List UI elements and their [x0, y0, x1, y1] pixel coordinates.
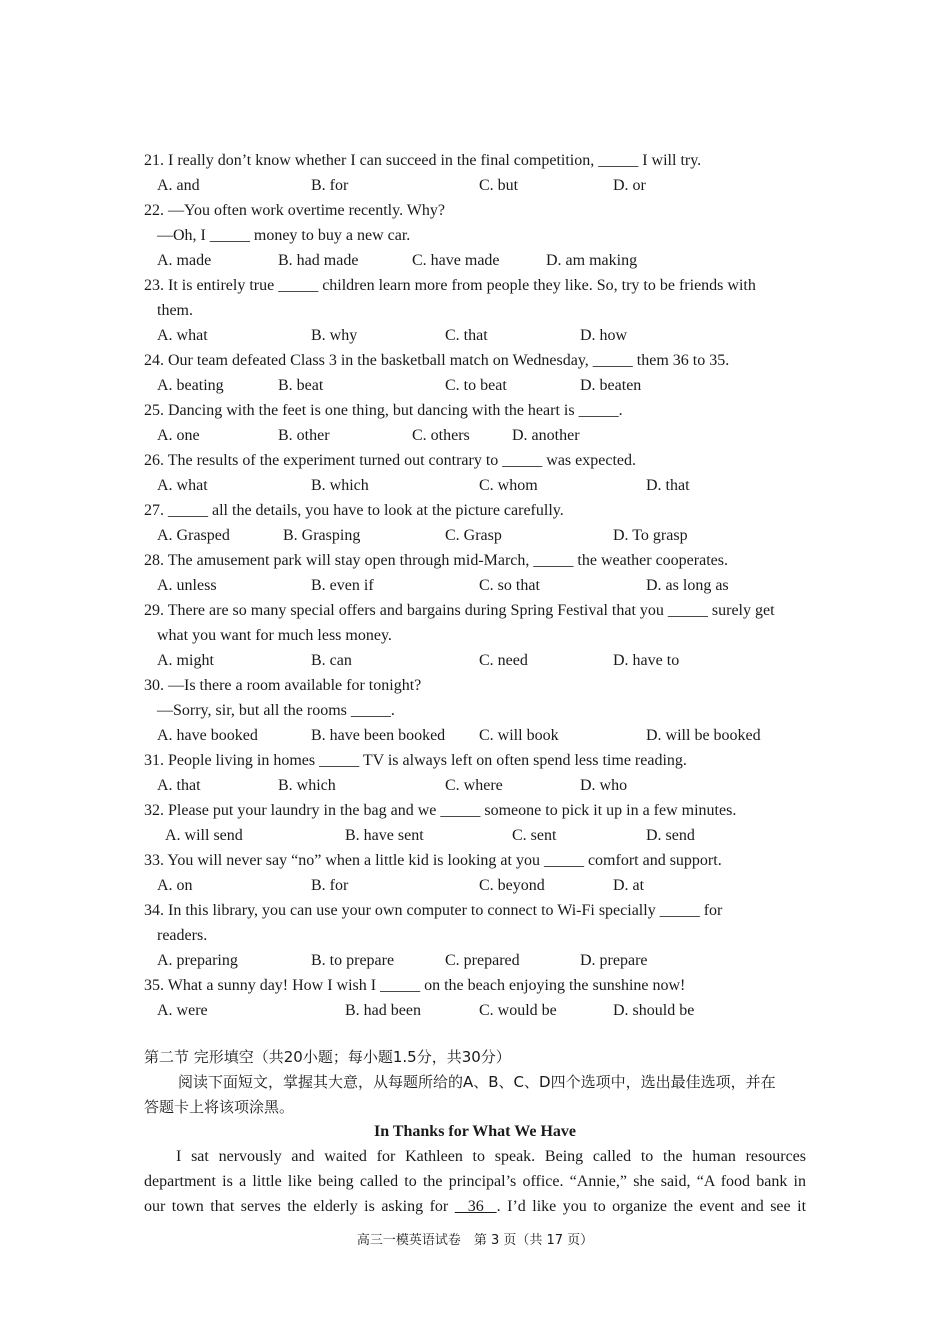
- question-stem: 27. _____ all the details, you have to look at the picture carefully.: [144, 502, 564, 519]
- answer-option: D. To grasp: [613, 527, 688, 544]
- answer-option: A. Grasped: [157, 527, 230, 544]
- question-stem: 24. Our team defeated Class 3 in the basketball match on Wednesday, _____ them 36 to 35.: [144, 352, 730, 369]
- answer-option: A. that: [157, 777, 201, 794]
- answer-option: B. which: [278, 777, 336, 794]
- cloze-blank: 36: [454, 1198, 497, 1215]
- answer-option: C. whom: [479, 477, 538, 494]
- answer-option: B. which: [311, 477, 369, 494]
- answer-option: A. preparing: [157, 952, 238, 969]
- question-stem: 31. People living in homes _____ TV is always left on often spend less time reading.: [144, 752, 687, 769]
- answer-option: B. beat: [278, 377, 324, 394]
- answer-option: A. and: [157, 177, 200, 194]
- answer-option: C. would be: [479, 1002, 557, 1019]
- answer-option: B. have sent: [345, 827, 424, 844]
- answer-option: D. who: [580, 777, 628, 794]
- question-stem: 28. The amusement park will stay open through mid-March, _____ the weather cooperates.: [144, 552, 728, 569]
- answer-option: A. one: [157, 427, 200, 444]
- answer-option: C. others: [412, 427, 470, 444]
- answer-option: A. beating: [157, 377, 224, 394]
- answer-option: A. unless: [157, 577, 217, 594]
- answer-option: C. so that: [479, 577, 540, 594]
- instruction-text: 答题卡上将该项涂黑。: [144, 1098, 295, 1116]
- answer-option: D. or: [613, 177, 646, 194]
- question-stem: 26. The results of the experiment turned out contrary to _____ was expected.: [144, 452, 637, 469]
- question-stem: 23. It is entirely true _____ children learn more from people they like. So, try to be friends with: [144, 277, 756, 294]
- answer-option: B. why: [311, 327, 358, 344]
- answer-option: C. will book: [479, 727, 559, 744]
- answer-option: D. that: [646, 477, 690, 494]
- question-stem: 35. What a sunny day! How I wish I _____ on the beach enjoying the sunshine now!: [144, 977, 686, 994]
- question-stem: 30. —Is there a room available for tonight?: [144, 677, 422, 694]
- answer-option: B. have been booked: [311, 727, 446, 744]
- question-stem: 22. —You often work overtime recently. Why?: [144, 202, 445, 219]
- passage-line: I sat nervously and waited for Kathleen to speak. Being called to the human resources: [176, 1148, 806, 1165]
- question-stem-continued: —Oh, I _____ money to buy a new car.: [157, 227, 411, 244]
- answer-option: A. what: [157, 327, 208, 344]
- passage-title: In Thanks for What We Have: [374, 1123, 576, 1140]
- answer-option: D. at: [613, 877, 645, 894]
- answer-option: D. beaten: [580, 377, 642, 394]
- answer-option: A. might: [157, 652, 214, 669]
- answer-option: A. on: [157, 877, 193, 894]
- answer-option: B. had made: [278, 252, 359, 269]
- passage-line: department is a little like being called to the principal’s office. “Annie,” she said, “A food bank in: [144, 1173, 806, 1190]
- answer-option: D. another: [512, 427, 580, 444]
- question-stem-continued: —Sorry, sir, but all the rooms _____.: [157, 702, 395, 719]
- answer-option: D. am making: [546, 252, 638, 269]
- answer-option: C. Grasp: [445, 527, 502, 544]
- question-stem-continued: them.: [157, 302, 193, 319]
- instruction-text: 阅读下面短文，掌握其大意，从每题所给的A、B、C、D四个选项中，选出最佳选项，并在: [178, 1073, 776, 1091]
- answer-option: B. to prepare: [311, 952, 395, 969]
- answer-option: B. even if: [311, 577, 374, 594]
- question-stem-continued: readers.: [157, 927, 208, 944]
- question-stem: 29. There are so many special offers and bargains during Spring Festival that you _____ surely get: [144, 602, 775, 619]
- question-stem: 32. Please put your laundry in the bag and we _____ someone to pick it up in a few minutes.: [144, 802, 737, 819]
- question-stem: 33. You will never say “no” when a little kid is looking at you _____ comfort and support.: [144, 852, 722, 869]
- answer-option: A. were: [157, 1002, 208, 1019]
- answer-option: C. but: [479, 177, 519, 194]
- question-stem-continued: what you want for much less money.: [157, 627, 392, 644]
- answer-option: D. as long as: [646, 577, 729, 594]
- answer-option: B. can: [311, 652, 352, 669]
- answer-option: C. need: [479, 652, 528, 669]
- question-stem: 25. Dancing with the feet is one thing, but dancing with the heart is _____.: [144, 402, 623, 419]
- answer-option: D. have to: [613, 652, 680, 669]
- answer-option: B. for: [311, 177, 349, 194]
- passage-line: our town that serves the elderly is asking for 36 . I’d like you to organize the event and see it: [144, 1198, 807, 1215]
- answer-option: D. prepare: [580, 952, 648, 969]
- answer-option: A. have booked: [157, 727, 258, 744]
- answer-option: A. will send: [165, 827, 243, 844]
- answer-option: B. had been: [345, 1002, 421, 1019]
- answer-option: B. for: [311, 877, 349, 894]
- answer-option: C. to beat: [445, 377, 507, 394]
- answer-option: C. prepared: [445, 952, 520, 969]
- answer-option: B. other: [278, 427, 330, 444]
- page-footer: 高三一模英语试卷 第 3 页（共 17 页）: [356, 1233, 594, 1248]
- question-stem: 21. I really don’t know whether I can succeed in the final competition, _____ I will try.: [144, 152, 702, 169]
- answer-option: D. send: [646, 827, 695, 844]
- section-heading: 第二节 完形填空（共20小题；每小题1.5分，共30分）: [144, 1048, 511, 1066]
- answer-option: C. that: [445, 327, 488, 344]
- answer-option: D. how: [580, 327, 628, 344]
- answer-option: C. where: [445, 777, 503, 794]
- answer-option: B. Grasping: [283, 527, 361, 544]
- answer-option: A. made: [157, 252, 212, 269]
- answer-option: C. sent: [512, 827, 557, 844]
- answer-option: D. will be booked: [646, 727, 761, 744]
- question-stem: 34. In this library, you can use your own computer to connect to Wi-Fi specially _____ for: [144, 902, 723, 919]
- answer-option: A. what: [157, 477, 208, 494]
- answer-option: C. beyond: [479, 877, 545, 894]
- answer-option: D. should be: [613, 1002, 695, 1019]
- answer-option: C. have made: [412, 252, 500, 269]
